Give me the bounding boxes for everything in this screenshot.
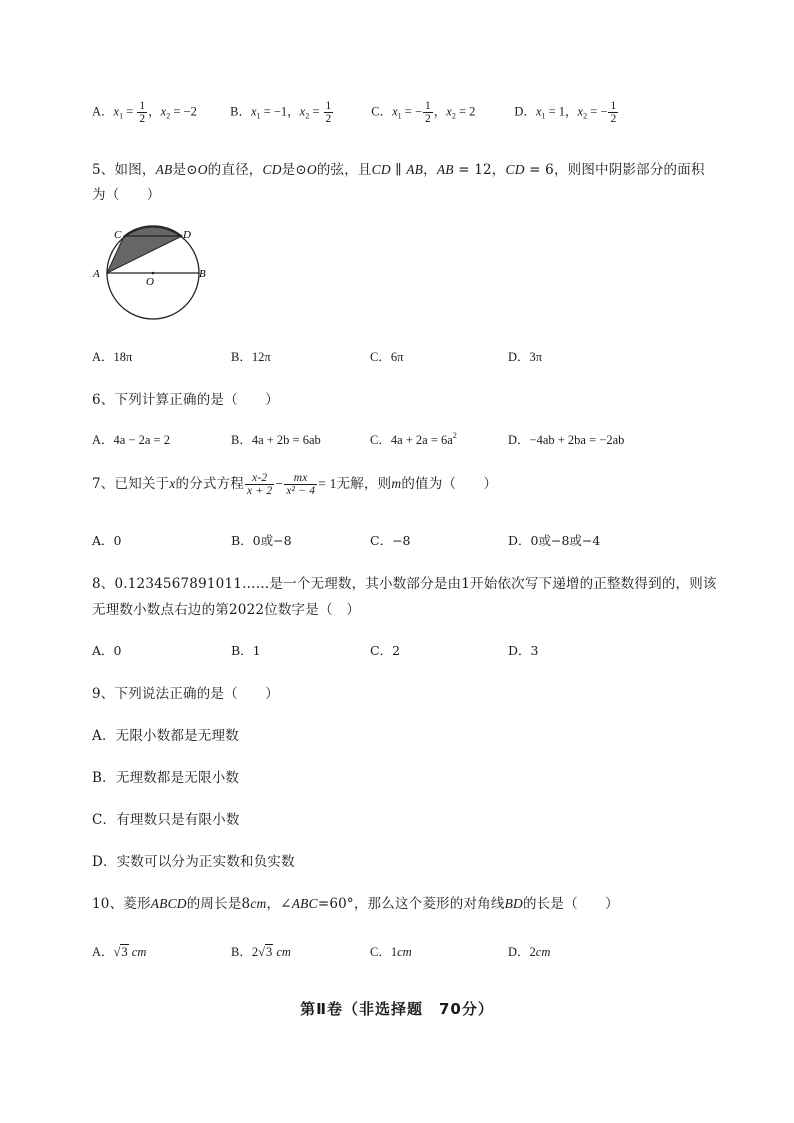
fraction-1: $\frac{x-2}{x + 2}$	[247, 472, 273, 498]
fraction: $\frac{1}{2}$	[425, 100, 431, 126]
label-c: C	[114, 229, 122, 241]
q10-option-a: A．√3 cm	[92, 945, 147, 959]
q8-stem-line2: 无理数小数点右边的第2022位数字是（ ）	[92, 602, 361, 618]
q7-option-c: C．−8	[370, 533, 411, 548]
q4-option-a: A．$x_1$ = $\frac{1}{2}$ ，$x_2 = -2$	[92, 100, 197, 126]
q9-option-b: B．无理数都是无限小数	[92, 770, 240, 786]
q6-option-a: A．4a − 2a = 2	[92, 433, 170, 447]
label-b: B	[199, 268, 206, 280]
q8-option-b: B．1	[231, 643, 261, 658]
q9-option-c: C．有理数只是有限小数	[92, 812, 240, 828]
sqrt: √3	[258, 945, 273, 959]
q6-stem: 6、下列计算正确的是（ ）	[92, 392, 279, 408]
q5-option-a: A．18π	[92, 350, 133, 364]
q6-option-d: D．−4ab + 2ba = −2ab	[508, 433, 625, 447]
q5-circle-figure	[88, 222, 218, 330]
q8-option-d: D．3	[508, 643, 539, 658]
q7-option-b: B．0或−8	[231, 533, 292, 548]
fraction: $\frac{1}{2}$	[610, 100, 617, 126]
q6-option-b: B．4a + 2b = 6ab	[231, 433, 321, 447]
label-a: A	[93, 268, 100, 280]
q6-option-c: C．$4a + 2a = 6a^2$	[370, 431, 457, 447]
q4-option-c: C．$x_1$ = − $\frac{1}{2}$ ，$x_2 = 2$	[371, 100, 476, 126]
q9-option-d: D．实数可以分为正实数和负实数	[92, 854, 295, 870]
fraction: $\frac{1}{2}$	[325, 100, 332, 126]
section-title: 第Ⅱ卷（非选择题 70分）	[300, 1000, 494, 1018]
q10-stem: 10、菱形ABCD的周长是8cm，∠ABC=60°，那么这个菱形的对角线BD的长是（ ）	[92, 896, 619, 912]
label-o: O	[146, 276, 154, 288]
q10-option-c: C．1cm	[370, 945, 412, 959]
q9-option-a: A．无限小数都是无理数	[92, 728, 239, 744]
q5-stem-line1: 5、如图，AB是⊙O的直径，CD是⊙O的弦，且CD ∥ AB，AB = 12，CD = 6，则图中阴影部分的面积	[92, 162, 705, 178]
q5-option-b: B．12π	[231, 350, 271, 364]
label-d: D	[183, 229, 191, 241]
q4-option-d: D．$x_1 = 1$，$x_2$ = − $\frac{1}{2}$	[514, 100, 617, 126]
center-point	[152, 272, 155, 275]
q10-option-d: D．2cm	[508, 945, 551, 959]
q8-stem-line1: 8、0.1234567891011……是一个无理数，其小数部分是由1开始依次写下递增的正整数得到的，则该	[92, 576, 717, 592]
q5-option-c: C．6π	[370, 350, 404, 364]
q8-option-c: C．2	[370, 643, 401, 658]
q4-options-row	[92, 100, 619, 125]
q7-stem: 7、已知关于x的分式方程 $\frac{x-2}{x + 2}$ − $\frac{mx}{\text{x² − 4}}$ = 1无解，则m的值为（ ）	[92, 472, 498, 498]
q8-option-a: A．0	[92, 643, 122, 658]
q10-option-b: B．2√3 cm	[231, 945, 291, 959]
fraction: $\frac{1}{2}$	[139, 100, 146, 126]
fraction-2: $\frac{mx}{\text{x² − 4}}$	[286, 472, 316, 498]
q5-option-d: D．3π	[508, 350, 543, 364]
q9-stem: 9、下列说法正确的是（ ）	[92, 686, 279, 702]
sqrt: √3	[113, 945, 128, 959]
q7-option-a: A．0	[92, 533, 122, 548]
q7-option-d: D．0或−8或−4	[508, 533, 601, 548]
q5-stem-line2: 为（ ）	[92, 187, 161, 203]
q4-option-b: B．$x_1 = -1$，$x_2$ = $\frac{1}{2}$	[230, 100, 332, 126]
